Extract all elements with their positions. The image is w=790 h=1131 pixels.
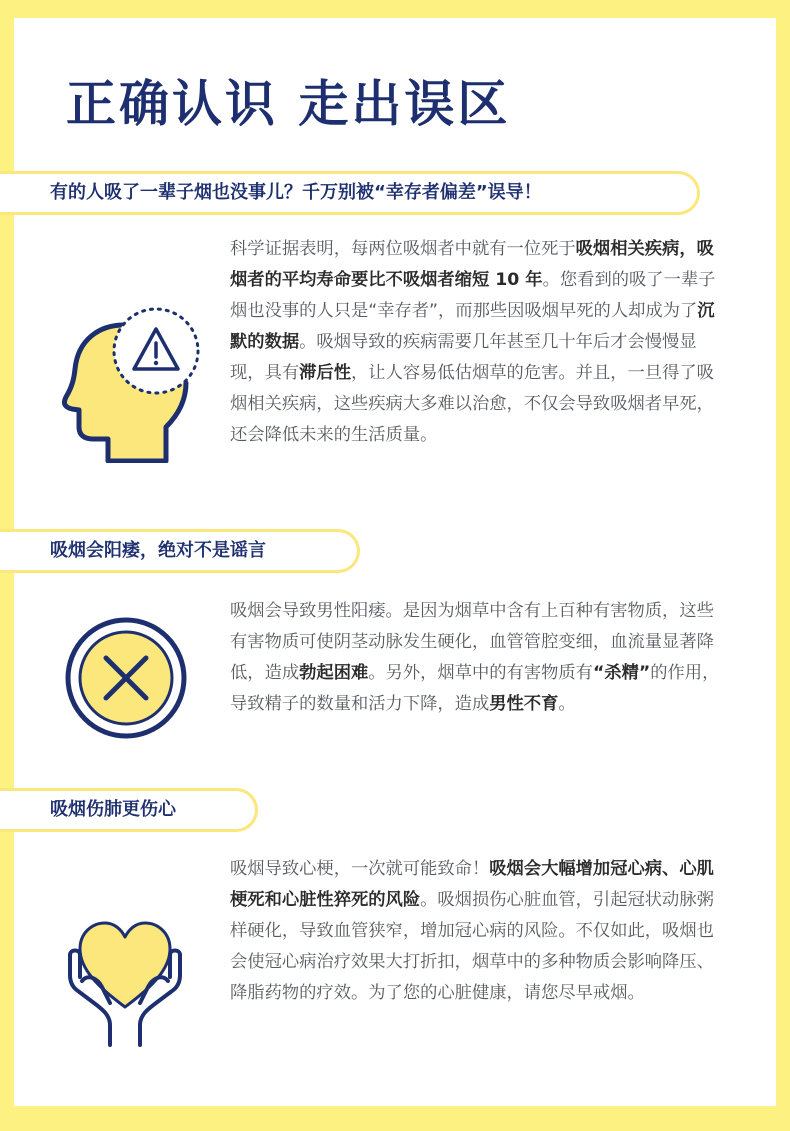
body-text: 吸烟会导致男性阳痿。是因为烟草中含有上百种有害物质，这些有害物质可使阴茎动脉发生硬化，血管管腔变细，血流量显著降低，造成 xyxy=(230,601,714,683)
body-text: 的作用，导致精子的数量和活力下降，造成 xyxy=(230,663,720,714)
highlight-text: 沉默的数据 xyxy=(230,301,715,352)
body-text: 。另外，烟草中的有害物质有 xyxy=(368,663,593,683)
body-text: 。您看到的吸了一辈子烟也没事的人只是“幸存者”，而那些因吸烟早死的人却成为了 xyxy=(230,270,716,321)
highlight-text: 吸烟会大幅增加冠心病、心肌梗死和心脏性猝死的风险 xyxy=(230,859,714,910)
section-heading-heart: 吸烟伤肺更伤心 xyxy=(0,788,258,832)
body-text: 。吸烟导致的疾病需要几年甚至几十年后才会慢慢显现，具有 xyxy=(230,332,697,383)
head-warning-icon xyxy=(60,303,200,463)
section-paragraph-impotence xyxy=(230,596,730,720)
highlight-text: 滞后性 xyxy=(299,363,351,383)
section-paragraph-heart xyxy=(230,854,730,1009)
highlight-text: 吸烟相关疾病，吸烟者的平均寿命要比不吸烟者缩短 10 年 xyxy=(230,239,714,290)
highlight-text: 男性不育 xyxy=(489,694,559,714)
body-text: 。吸烟损伤心脏血管，引起冠状动脉粥样硬化，导致血管狭窄，增加冠心病的风险。不仅如此，吸烟也会使冠心病治疗效果大打折扣，烟草中的多种物质会影响降压、降脂药物的疗效。为了您的心脏健康，请您尽早戒烟。 xyxy=(230,890,714,1003)
x-circle-icon xyxy=(62,614,190,742)
poster-page xyxy=(14,18,776,1106)
heart-hands-icon xyxy=(60,911,190,1047)
body-text: ，让人容易低估烟草的危害。并且，一旦得了吸烟相关疾病，这些疾病大多难以治愈，不仅会导致吸烟者早死，还会降低未来的生活质量。 xyxy=(230,363,714,445)
page-title: 正确认识 走出误区 xyxy=(66,75,511,133)
section-paragraph-survivor-bias xyxy=(230,234,730,451)
section-heading-impotence: 吸烟会阳痿，绝对不是谣言 xyxy=(0,529,360,573)
section-heading-survivor-bias: 有的人吸了一辈子烟也没事儿？千万别被“幸存者偏差”误导！ xyxy=(0,171,700,215)
highlight-text: 勃起困难 xyxy=(299,663,369,683)
body-text: 科学证据表明，每两位吸烟者中就有一位死于 xyxy=(230,239,576,259)
body-text: 吸烟导致心梗，一次就可能致命！ xyxy=(230,859,490,879)
highlight-text: “杀精” xyxy=(592,663,651,683)
body-text: 。 xyxy=(558,694,576,714)
